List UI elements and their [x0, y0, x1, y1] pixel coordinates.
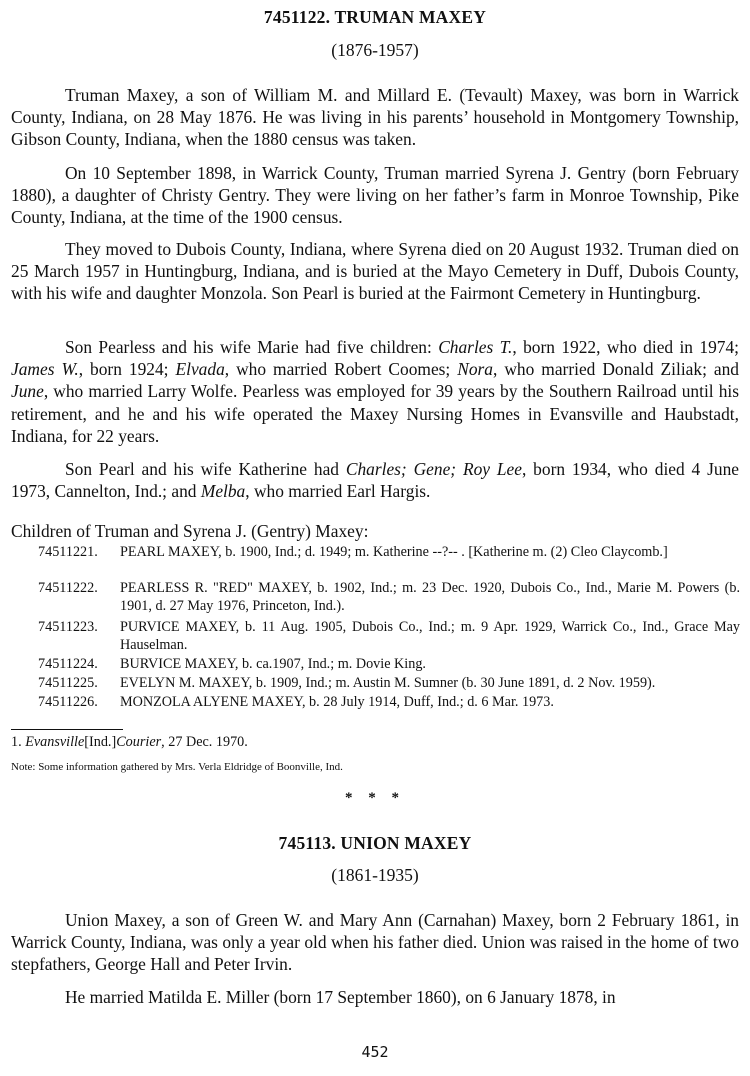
child-text: EVELYN M. MAXEY, b. 1909, Ind.; m. Austin M. Sumner (b. 30 June 1891, d. 2 Nov. 1959).	[120, 675, 656, 691]
child-number: 74511223.	[38, 619, 98, 635]
paragraph-union-2: He married Matilda E. Miller (born 17 September 1860), on 6 January 1878, in	[65, 987, 616, 1007]
child-number: 74511222.	[38, 580, 98, 596]
child-text: PURVICE MAXEY, b. 11 Aug. 1905, Dubois Co., Ind.; m. 9 Apr. 1929, Warrick Co., Ind., Grace May Hauselman.	[120, 619, 740, 653]
paragraph-4: Son Pearless and his wife Marie had five children: Charles T., born 1922, who died in 1974; James W., born 1924; Elvada, who married Robert Coomes; Nora, who married Donald Ziliak; and June, who married Larry Wolfe. Pearless was employed for 39 years by the Southern Railroad until his retirement, and he and his wife operated the Maxey Nursing Homes in Evansville and Haubstadt, Indiana, for 22 years.	[11, 337, 739, 446]
paragraph-3: They moved to Dubois County, Indiana, where Syrena died on 20 August 1932. Truman died on 25 March 1957 in Huntingburg, Indiana, and is buried at the Mayo Cemetery in Duff, Dubois County, with his wife and daughter Monzola. Son Pearl is buried at the Fairmont Cemetery in Huntingburg.	[11, 239, 739, 304]
child-text: MONZOLA ALYENE MAXEY, b. 28 July 1914, Duff, Ind.; d. 6 Mar. 1973.	[120, 694, 554, 710]
paragraph-2: On 10 September 1898, in Warrick County, Truman married Syrena J. Gentry (born February 1880), a daughter of Christy Gentry. They were living on her father’s farm in Monroe Township, Pike County, Indiana, at the time of the 1900 census.	[11, 163, 739, 228]
child-number: 74511226.	[38, 694, 98, 710]
section-heading-union: 745113. UNION MAXEY	[278, 833, 472, 853]
section-dates-truman: (1876-1957)	[331, 40, 419, 60]
paragraph-union-1: Union Maxey, a son of Green W. and Mary Ann (Carnahan) Maxey, born 2 February 1861, in Warrick County, Indiana, was only a year old when his father died. Union was raised in the home of two stepfathers, George Hall and Peter Irvin.	[11, 910, 739, 975]
child-text: BURVICE MAXEY, b. ca.1907, Ind.; m. Dovie King.	[120, 656, 426, 672]
footnote-divider	[11, 729, 123, 730]
source-note: Note: Some information gathered by Mrs. Verla Eldridge of Boonville, Ind.	[11, 761, 343, 773]
child-text: PEARL MAXEY, b. 1900, Ind.; d. 1949; m. Katherine --?-- . [Katherine m. (2) Cleo Claycomb.]	[120, 544, 668, 560]
section-separator: * * *	[345, 790, 405, 806]
section-dates-union: (1861-1935)	[331, 865, 419, 885]
child-number: 74511221.	[38, 544, 98, 560]
paragraph-5: Son Pearl and his wife Katherine had Charles; Gene; Roy Lee, born 1934, who died 4 June 1973, Cannelton, Ind.; and Melba, who married Earl Hargis.	[11, 459, 739, 502]
child-number: 74511225.	[38, 675, 98, 691]
section-heading-truman: 7451122. TRUMAN MAXEY	[263, 7, 487, 27]
footnote: 1. Evansville[Ind.]Courier, 27 Dec. 1970.	[11, 734, 248, 750]
paragraph-1: Truman Maxey, a son of William M. and Millard E. (Tevault) Maxey, was born in Warrick County, Indiana, on 28 May 1876. He was living in his parents’ household in Montgomery Township, Gibson County, Indiana, when the 1880 census was taken.	[11, 85, 739, 150]
child-text: PEARLESS R. "RED" MAXEY, b. 1902, Ind.; m. 23 Dec. 1920, Dubois Co., Ind., Marie M. Powers (b. 1901, d. 27 May 1976, Princeton, Ind.).	[120, 580, 740, 614]
child-number: 74511224.	[38, 656, 98, 672]
children-heading: Children of Truman and Syrena J. (Gentry) Maxey:	[11, 521, 369, 541]
page-number: 452	[361, 1043, 389, 1061]
